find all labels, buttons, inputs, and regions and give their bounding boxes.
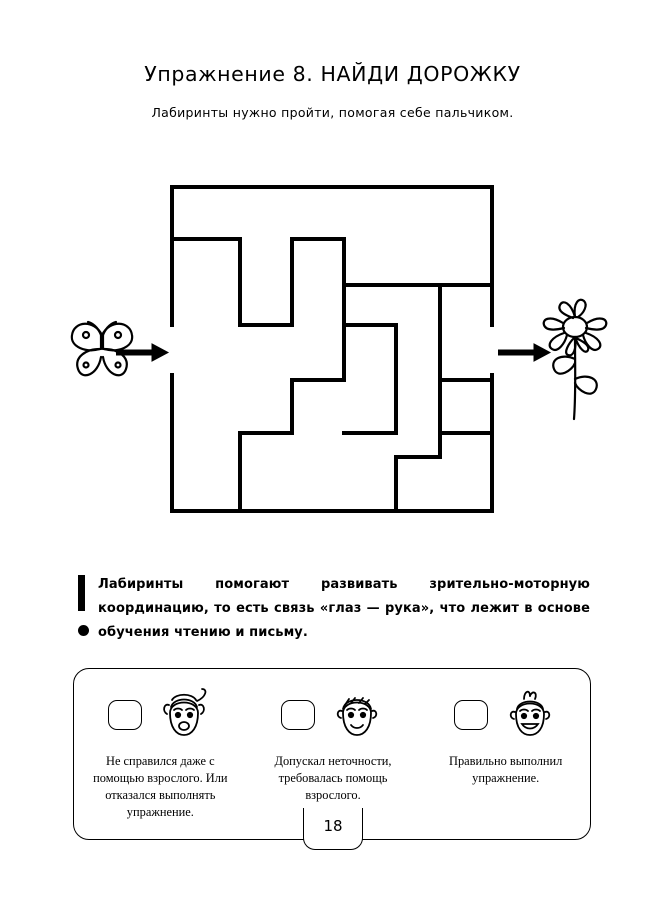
page-number: 18 [303,808,363,850]
rating-caption-1: Не справился даже с помощью взрослого. Или отказался выполнять упражнение. [93,754,228,819]
maze-illustration [60,175,610,535]
girl-happy-face-icon [502,687,558,743]
rating-checkbox-2[interactable] [281,700,315,730]
boy-neutral-face-icon [329,687,385,743]
flower-icon [530,287,620,427]
rating-option-3[interactable] [419,669,592,841]
note-text: Лабиринты помогают развивать зрительно-моторную координацию, то есть связь «глаз — рука», что лежит в основе обучения чтению и письму. [98,577,590,640]
rating-checkbox-1[interactable] [108,700,142,730]
note-accent-dot [78,625,89,636]
rating-caption-3: Правильно выполнил упражнение. [449,754,563,785]
rating-caption-2: Допускал неточности, требовалась помощь взрослого. [274,754,392,802]
arrow-right-icon [116,341,174,365]
rating-checkbox-3[interactable] [454,700,488,730]
note-accent-bar [78,575,85,611]
page-subtitle: Лабиринты нужно пройти, помогая себе пальчиком. [151,105,514,120]
rating-option-1[interactable] [74,669,247,841]
page-title: Упражнение 8. НАЙДИ ДОРОЖКУ [144,62,521,86]
girl-sad-face-icon [156,687,212,743]
